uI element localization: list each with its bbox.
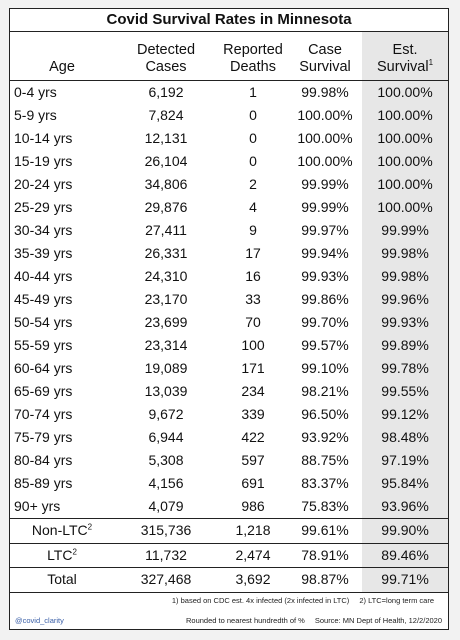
- age-cell: 75-79 yrs: [14, 429, 73, 445]
- age-cell: 15-19 yrs: [14, 153, 73, 169]
- case-survival-cell: 100.00%: [297, 107, 353, 123]
- case-survival-cell: 99.86%: [301, 291, 349, 307]
- est-survival-cell: 99.71%: [362, 568, 448, 593]
- deaths-cell: 0: [249, 107, 257, 123]
- case-survival-cell: 99.99%: [301, 176, 349, 192]
- est-survival-cell: 100.00%: [362, 196, 448, 219]
- est-survival-cell: 98.48%: [362, 426, 448, 449]
- age-cell: 45-49 yrs: [14, 291, 73, 307]
- est-survival-cell: 100.00%: [362, 127, 448, 150]
- cases-cell: 34,806: [144, 176, 188, 192]
- deaths-cell: 1: [249, 84, 257, 100]
- case-survival-cell: 99.57%: [301, 337, 349, 353]
- cases-cell: 4,156: [148, 475, 184, 491]
- table-row: [10, 334, 448, 357]
- header-reported-deaths: Reported Deaths: [218, 32, 288, 81]
- table-row: [10, 219, 448, 242]
- case-survival-cell: 99.70%: [301, 314, 349, 330]
- age-cell: 70-74 yrs: [14, 406, 73, 422]
- table-row: [10, 449, 448, 472]
- deaths-cell: 597: [241, 452, 265, 468]
- cases-cell: 24,310: [144, 268, 188, 284]
- cases-cell: 4,079: [148, 498, 184, 514]
- cases-cell: 19,089: [144, 360, 188, 376]
- cases-cell: 23,314: [144, 337, 188, 353]
- table-row: [10, 173, 448, 196]
- est-survival-cell: 99.78%: [362, 357, 448, 380]
- est-survival-cell: 99.93%: [362, 311, 448, 334]
- age-cell: 25-29 yrs: [14, 199, 73, 215]
- deaths-cell: 33: [245, 291, 261, 307]
- deaths-cell: 2: [249, 176, 257, 192]
- est-survival-cell: 99.89%: [362, 334, 448, 357]
- age-cell: 30-34 yrs: [14, 222, 73, 238]
- est-survival-cell: 95.84%: [362, 472, 448, 495]
- age-cell: 85-89 yrs: [14, 475, 73, 491]
- header-detected-cases: Detected Cases: [114, 32, 218, 81]
- summary-row: [10, 543, 448, 568]
- case-survival-cell: 99.99%: [301, 199, 349, 215]
- est-survival-cell: 99.90%: [362, 519, 448, 544]
- summary-label-cell: Total: [10, 568, 114, 593]
- deaths-cell: 16: [245, 268, 261, 284]
- table-row: [10, 104, 448, 127]
- cases-cell: 13,039: [144, 383, 188, 399]
- age-cell: 20-24 yrs: [14, 176, 73, 192]
- footnote-marker: 2: [87, 522, 93, 532]
- est-survival-cell: 100.00%: [362, 173, 448, 196]
- deaths-cell: 986: [241, 498, 265, 514]
- cases-cell: 26,104: [144, 153, 188, 169]
- deaths-cell: 4: [249, 199, 257, 215]
- case-survival-cell: 99.98%: [301, 84, 349, 100]
- age-cell: 90+ yrs: [14, 498, 61, 514]
- case-survival-cell: 96.50%: [301, 406, 349, 422]
- cases-cell: 29,876: [144, 199, 188, 215]
- est-survival-cell: 100.00%: [362, 104, 448, 127]
- footnotes: [10, 589, 448, 629]
- cases-cell: 6,944: [148, 429, 184, 445]
- deaths-cell: 171: [241, 360, 265, 376]
- age-cell: 35-39 yrs: [14, 245, 73, 261]
- age-cell: 5-9 yrs: [14, 107, 57, 123]
- deaths-cell: 100: [241, 337, 265, 353]
- case-survival-cell: 100.00%: [297, 130, 353, 146]
- deaths-cell: 2,474: [218, 543, 288, 568]
- table-row: [10, 150, 448, 173]
- est-survival-cell: 99.55%: [362, 380, 448, 403]
- deaths-cell: 70: [245, 314, 261, 330]
- est-survival-cell: 100.00%: [362, 81, 448, 105]
- table-row: [10, 426, 448, 449]
- header-row: [10, 32, 448, 81]
- case-survival-cell: 93.92%: [301, 429, 349, 445]
- table-row: [10, 380, 448, 403]
- age-cell: 55-59 yrs: [14, 337, 73, 353]
- table-row: [10, 81, 448, 105]
- deaths-cell: 339: [241, 406, 265, 422]
- header-age: Age: [10, 32, 114, 81]
- cases-cell: 6,192: [148, 84, 184, 100]
- table-row: [10, 472, 448, 495]
- est-survival-cell: 99.12%: [362, 403, 448, 426]
- table-row: [10, 265, 448, 288]
- age-cell: 50-54 yrs: [14, 314, 73, 330]
- deaths-cell: 234: [241, 383, 265, 399]
- table-row: [10, 127, 448, 150]
- footnote-line-2: Rounded to nearest hundredth of % Source: MN Dept of Health, 12/2/2020: [186, 616, 442, 625]
- age-cell: 65-69 yrs: [14, 383, 73, 399]
- est-survival-cell: 99.99%: [362, 219, 448, 242]
- case-survival-cell: 99.10%: [301, 360, 349, 376]
- case-survival-cell: 100.00%: [297, 153, 353, 169]
- est-survival-cell: 99.96%: [362, 288, 448, 311]
- author-handle[interactable]: @covid_clarity: [15, 616, 64, 625]
- case-survival-cell: 75.83%: [301, 498, 349, 514]
- table-title: Covid Survival Rates in Minnesota: [10, 9, 448, 32]
- table-row: [10, 196, 448, 219]
- survival-table: [10, 9, 448, 593]
- cases-cell: 315,736: [114, 519, 218, 544]
- cases-cell: 23,699: [144, 314, 188, 330]
- est-survival-cell: 89.46%: [362, 543, 448, 568]
- age-cell: 80-84 yrs: [14, 452, 73, 468]
- cases-cell: 9,672: [148, 406, 184, 422]
- footnote-line-1: 1) based on CDC est. 4x infected (2x infected in LTC) 2) LTC=long term care: [171, 596, 434, 605]
- cases-cell: 7,824: [148, 107, 184, 123]
- survival-table-card: [9, 8, 449, 630]
- table-row: [10, 242, 448, 265]
- case-survival-cell: 83.37%: [301, 475, 349, 491]
- cases-cell: 5,308: [148, 452, 184, 468]
- case-survival-cell: 99.94%: [301, 245, 349, 261]
- deaths-cell: 422: [241, 429, 265, 445]
- cases-cell: 12,131: [144, 130, 188, 146]
- case-survival-cell: 88.75%: [301, 452, 349, 468]
- header-case-survival: Case Survival: [288, 32, 362, 81]
- table-row: [10, 403, 448, 426]
- deaths-cell: 1,218: [218, 519, 288, 544]
- header-est-survival: Est. Survival$^1$: [362, 32, 448, 81]
- age-cell: 60-64 yrs: [14, 360, 73, 376]
- table-row: [10, 357, 448, 380]
- deaths-cell: 9: [249, 222, 257, 238]
- summary-row: [10, 519, 448, 544]
- case-survival-cell: 99.93%: [301, 268, 349, 284]
- age-cell: 0-4 yrs: [14, 84, 57, 100]
- est-survival-cell: 93.96%: [362, 495, 448, 519]
- table-row: [10, 288, 448, 311]
- summary-label-cell: Non-LTC$^2$: [10, 519, 114, 544]
- cases-cell: 26,331: [144, 245, 188, 261]
- table-row: [10, 495, 448, 519]
- cases-cell: 23,170: [144, 291, 188, 307]
- case-survival-cell: 98.87%: [288, 568, 362, 593]
- age-cell: 40-44 yrs: [14, 268, 73, 284]
- est-survival-cell: 99.98%: [362, 265, 448, 288]
- footnote-marker: 2: [72, 547, 77, 557]
- case-survival-cell: 78.91%: [288, 543, 362, 568]
- case-survival-cell: 98.21%: [301, 383, 349, 399]
- case-survival-cell: 99.97%: [301, 222, 349, 238]
- cases-cell: 27,411: [145, 222, 187, 238]
- deaths-cell: 0: [249, 153, 257, 169]
- age-cell: 10-14 yrs: [14, 130, 73, 146]
- est-survival-cell: 99.98%: [362, 242, 448, 265]
- table-row: [10, 311, 448, 334]
- deaths-cell: 17: [245, 245, 261, 261]
- deaths-cell: 3,692: [218, 568, 288, 593]
- deaths-cell: 691: [241, 475, 265, 491]
- summary-label-cell: LTC$^2$: [10, 543, 114, 568]
- cases-cell: 11,732: [114, 543, 218, 568]
- est-survival-cell: 97.19%: [362, 449, 448, 472]
- deaths-cell: 0: [249, 130, 257, 146]
- footnote-marker: 1: [428, 58, 434, 68]
- case-survival-cell: 99.61%: [288, 519, 362, 544]
- est-survival-cell: 100.00%: [362, 150, 448, 173]
- cases-cell: 327,468: [114, 568, 218, 593]
